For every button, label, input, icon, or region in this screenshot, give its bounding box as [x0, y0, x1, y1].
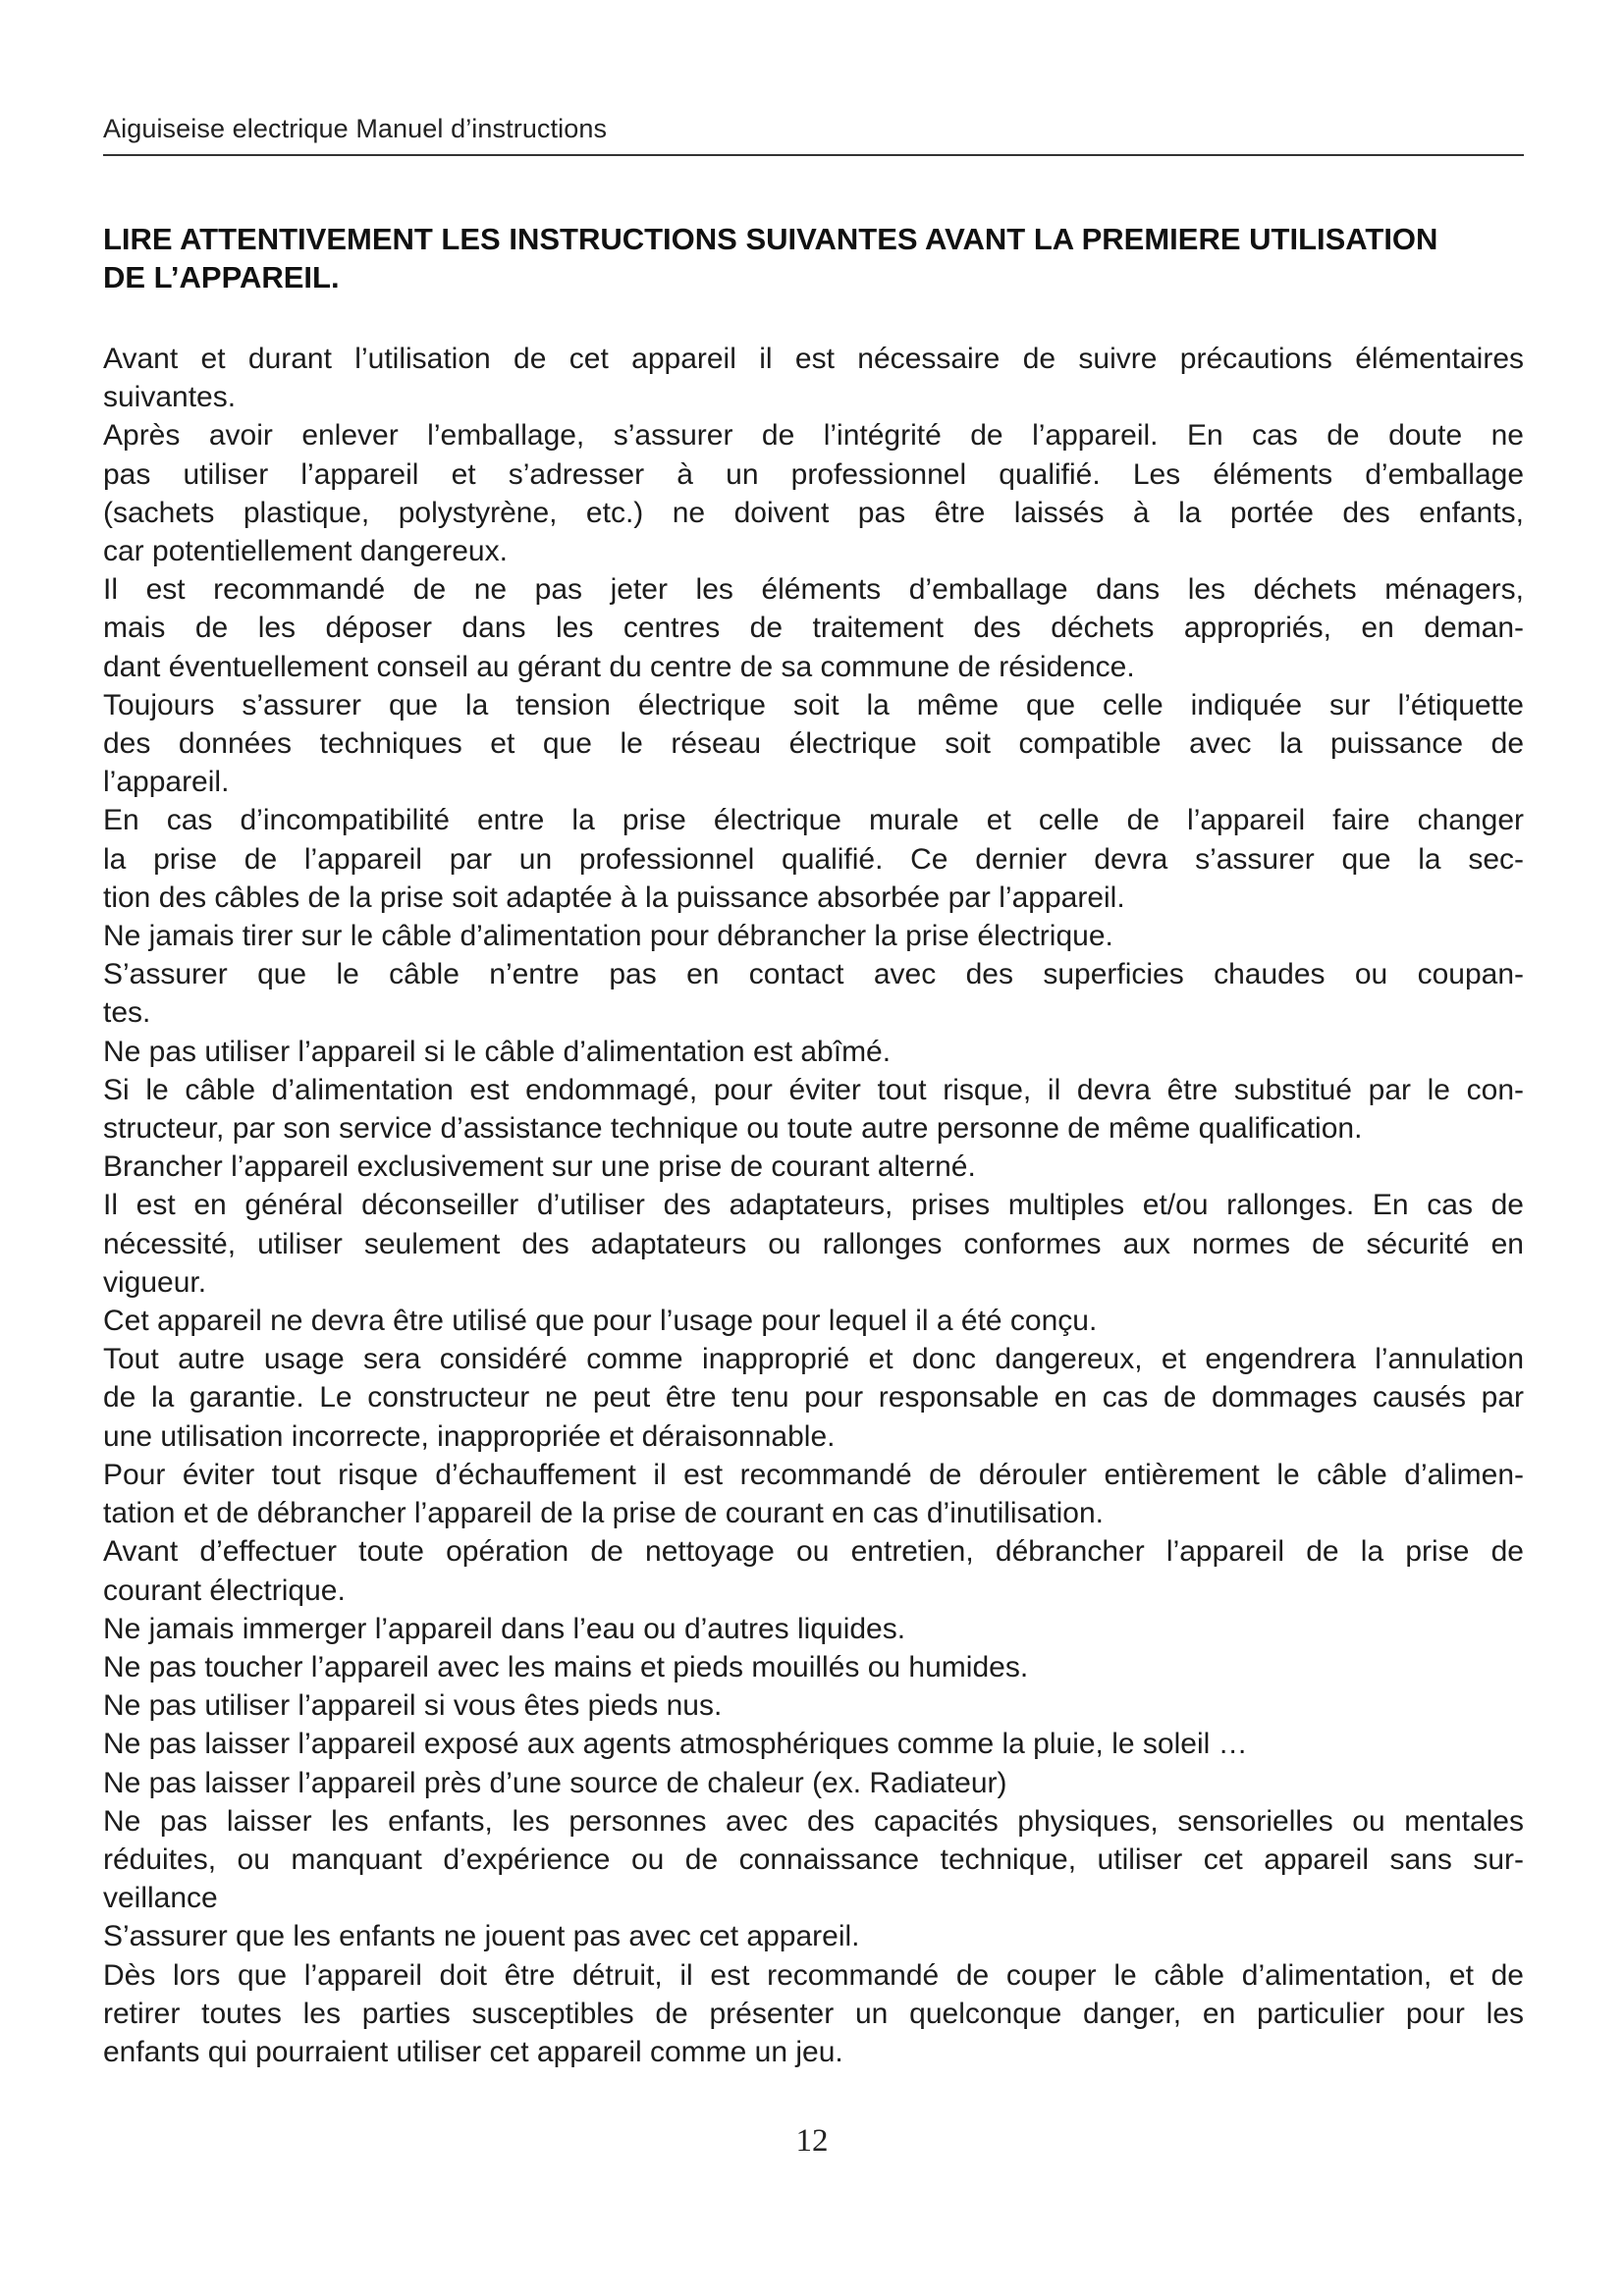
page-title [103, 220, 1546, 296]
paragraph-line: Brancher l’appareil exclusivement sur une prise de courant alterné. [103, 1150, 976, 1184]
paragraph-line: Ne pas toucher l’appareil avec les mains et pieds mouillés ou humides. [103, 1650, 1029, 1683]
paragraph-line: Ne pas laisser l’appareil près d’une source de chaleur (ex. Radiateur) [103, 1766, 1007, 1799]
instruction-paragraph [103, 1456, 1524, 1532]
paragraph-line: veillance [103, 1882, 218, 1915]
paragraph-line: structeur, par son service d’assistance technique ou toute autre personne de même qualification. [103, 1112, 1363, 1146]
paragraph-line: Tout autre usage sera considéré comme inapproprié et donc dangereux, et engendrera l’annulation [103, 1343, 1524, 1376]
instruction-paragraph [103, 1686, 1524, 1725]
instruction-paragraph [103, 917, 1524, 955]
paragraph-line: Ne pas utiliser l’appareil si vous êtes pieds nus. [103, 1689, 723, 1723]
paragraph-line: nécessité, utiliser seulement des adaptateurs ou rallonges conformes aux normes de sécurité en [103, 1227, 1524, 1260]
instruction-paragraph [103, 1340, 1524, 1456]
paragraph-line: Toujours s’assurer que la tension électrique soit la même que celle indiquée sur l’étiquette [103, 688, 1524, 721]
paragraph-line: Ne pas laisser les enfants, les personnes avec des capacités physiques, sensorielles ou mentales [103, 1804, 1524, 1838]
paragraph-line: la prise de l’appareil par un professionnel qualifié. Ce dernier devra s’assurer que la sec- [103, 842, 1524, 876]
paragraph-line: courant électrique. [103, 1574, 346, 1607]
paragraph-line: S’assurer que les enfants ne jouent pas avec cet appareil. [103, 1920, 860, 1953]
instruction-paragraph [103, 686, 1524, 802]
paragraph-line: mais de les déposer dans les centres de traitement des déchets appropriés, en deman- [103, 612, 1524, 645]
page-title-line: DE L’APPAREIL. [103, 260, 340, 294]
instruction-paragraph [103, 1725, 1524, 1763]
instruction-paragraph [103, 1186, 1524, 1302]
paragraph-line: Si le câble d’alimentation est endommagé, pour éviter tout risque, il devra être substitué par le con- [103, 1073, 1524, 1106]
instruction-paragraph [103, 570, 1524, 686]
paragraph-line: réduites, ou manquant d’expérience ou de connaissance technique, utiliser cet appareil sans sur- [103, 1842, 1524, 1876]
paragraph-line: tion des câbles de la prise soit adaptée à la puissance absorbée par l’appareil. [103, 881, 1125, 914]
instruction-paragraph [103, 1532, 1524, 1609]
paragraph-line: S’assurer que le câble n’entre pas en contact avec des superficies chaudes ou coupan- [103, 958, 1524, 991]
paragraph-line: tation et de débrancher l’appareil de la prise de courant en cas d’inutilisation. [103, 1497, 1104, 1530]
paragraph-line: pas utiliser l’appareil et s’adresser à un professionnel qualifié. Les éléments d’emballage [103, 457, 1524, 491]
paragraph-line: enfants qui pourraient utiliser cet appareil comme un jeu. [103, 2035, 843, 2068]
paragraph-line: Avant d’effectuer toute opération de nettoyage ou entretien, débrancher l’appareil de la prise de [103, 1535, 1524, 1569]
paragraph-line: En cas d’incompatibilité entre la prise électrique murale et celle de l’appareil faire changer [103, 804, 1524, 837]
paragraph-line: Ne jamais tirer sur le câble d’alimentation pour débrancher la prise électrique. [103, 920, 1113, 953]
instruction-paragraph [103, 1148, 1524, 1186]
instruction-paragraph [103, 416, 1524, 570]
instruction-paragraph [103, 1956, 1524, 2072]
running-header: Aiguiseise electrique Manuel d’instructions [103, 114, 608, 143]
paragraph-line: Cet appareil ne devra être utilisé que pour l’usage pour lequel il a été conçu. [103, 1305, 1098, 1338]
page-title-line: LIRE ATTENTIVEMENT LES INSTRUCTIONS SUIVANTES AVANT LA PREMIERE UTILISATION [103, 222, 1438, 256]
paragraph-line: retirer toutes les parties susceptibles de présenter un quelconque danger, en particulier pour les [103, 1997, 1524, 2030]
paragraph-line: Pour éviter tout risque d’échauffement il est recommandé de dérouler entièrement le câble d’alimen- [103, 1458, 1524, 1491]
paragraph-line: Il est recommandé de ne pas jeter les éléments d’emballage dans les déchets ménagers, [103, 573, 1524, 607]
paragraph-line: dant éventuellement conseil au gérant du centre de sa commune de résidence. [103, 650, 1135, 683]
paragraph-line: Dès lors que l’appareil doit être détruit, il est recommandé de couper le câble d’alimentation, et de [103, 1958, 1524, 1992]
instruction-paragraph [103, 1764, 1524, 1802]
header-divider [103, 154, 1524, 156]
paragraph-line: Il est en général déconseiller d’utiliser des adaptateurs, prises multiples et/ou rallonges. En cas de [103, 1189, 1524, 1222]
instruction-paragraph [103, 1610, 1524, 1648]
instruction-paragraph [103, 1302, 1524, 1340]
paragraph-line: des données techniques et que le réseau électrique soit compatible avec la puissance de [103, 727, 1524, 761]
paragraph-line: Ne pas utiliser l’appareil si le câble d’alimentation est abîmé. [103, 1035, 892, 1068]
instruction-paragraph [103, 1802, 1524, 1918]
instruction-paragraph [103, 1071, 1524, 1148]
instruction-paragraph [103, 801, 1524, 917]
paragraph-line: car potentiellement dangereux. [103, 535, 508, 568]
paragraph-line: Ne jamais immerger l’appareil dans l’eau ou d’autres liquides. [103, 1612, 906, 1645]
page-number: 12 [795, 2123, 829, 2159]
instruction-paragraph [103, 955, 1524, 1032]
paragraph-line: Ne pas laisser l’appareil exposé aux agents atmosphériques comme la pluie, le soleil … [103, 1728, 1248, 1761]
paragraph-line: suivantes. [103, 381, 237, 414]
instruction-paragraph [103, 340, 1524, 416]
paragraph-line: tes. [103, 996, 151, 1030]
paragraph-line: Après avoir enlever l’emballage, s’assurer de l’intégrité de l’appareil. En cas de doute ne [103, 419, 1524, 453]
instructions-body [103, 340, 1524, 2071]
paragraph-line: Avant et durant l’utilisation de cet appareil il est nécessaire de suivre précautions élémentaires [103, 343, 1524, 375]
paragraph-line: l’appareil. [103, 766, 230, 799]
instruction-paragraph [103, 1033, 1524, 1071]
paragraph-line: vigueur. [103, 1265, 207, 1299]
paragraph-line: (sachets plastique, polystyrène, etc.) ne doivent pas être laissés à la portée des enfants, [103, 496, 1524, 529]
instruction-paragraph [103, 1648, 1524, 1686]
instruction-paragraph [103, 1917, 1524, 1955]
paragraph-line: une utilisation incorrecte, inappropriée et déraisonnable. [103, 1419, 836, 1453]
paragraph-line: de la garantie. Le constructeur ne peut être tenu pour responsable en cas de dommages causés par [103, 1381, 1524, 1415]
